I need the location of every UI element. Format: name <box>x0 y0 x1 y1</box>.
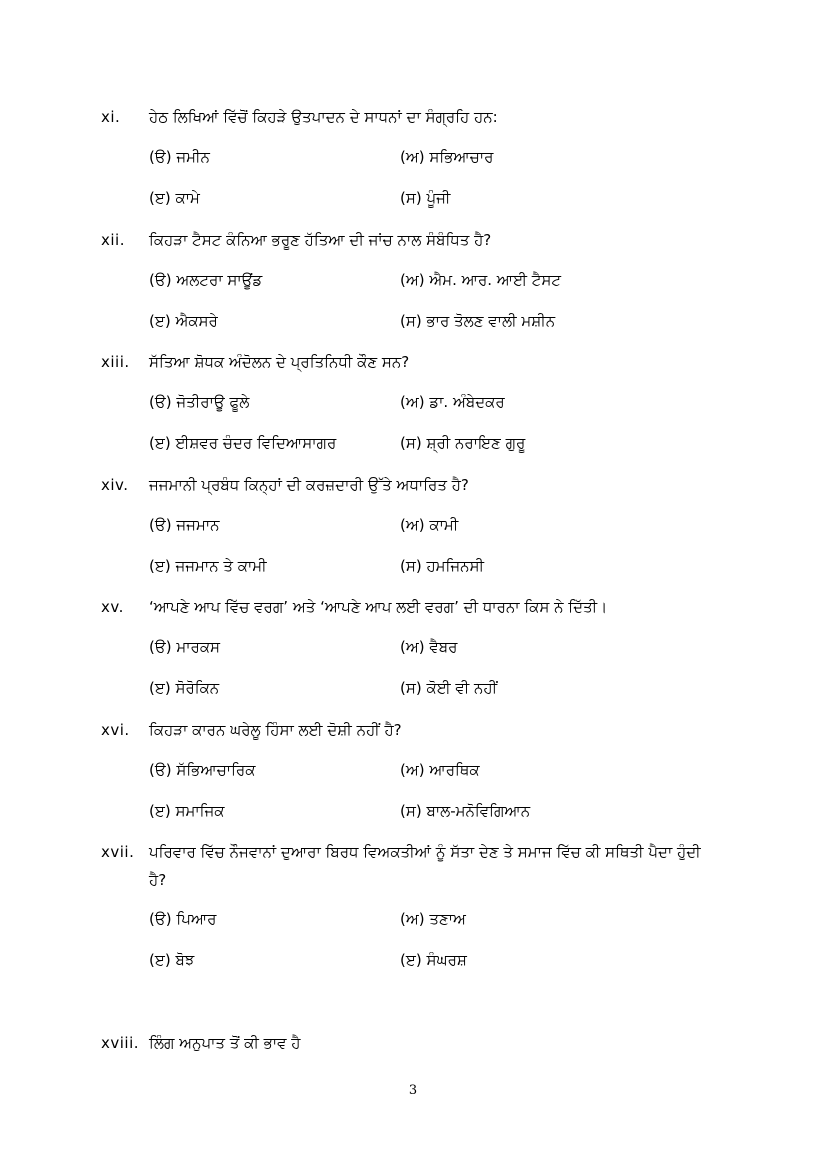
option-a: (ੳ) ਪਿਆਰ <box>149 910 217 928</box>
option-c: (ੲ) ਐਕਸਰੇ <box>149 312 218 330</box>
option-b: (ਅ) ਆਰਥਿਕ <box>400 761 480 779</box>
question-text: ਹੇਠ ਲਿਖਿਆਂ ਵਿੱਚੋਂ ਕਿਹੜੇ ਉਤਪਾਦਨ ਦੇ ਸਾਧਨਾਂ ਦਾ ਸੰਗ੍ਰਹਿ ਹਨ: <box>149 108 498 126</box>
option-a: (ੳ) ਅਲਟਰਾ ਸਾਊਂਡ <box>149 271 263 289</box>
question-text: ਜਜਮਾਨੀ ਪ੍ਰਬੰਧ ਕਿਨ੍ਹਾਂ ਦੀ ਕਰਜ਼ਦਾਰੀ ਉੱਤੇ ਅਧਾਰਿਤ ਹੈ? <box>149 476 469 494</box>
option-c: (ੲ) ਕਾਮੇ <box>149 189 200 207</box>
option-c: (ੲ) ਈਸ਼ਵਰ ਚੰਦਰ ਵਿਦਿਆਸਾਗਰ <box>149 434 337 452</box>
question-text: ਪਰਿਵਾਰ ਵਿੱਚ ਨੌਜਵਾਨਾਂ ਦੁਆਰਾ ਬਿਰਧ ਵਿਅਕਤੀਆਂ ਨੂੰ ਸੱਤਾ ਦੇਣ ਤੇ ਸਮਾਜ ਵਿੱਚ ਕੀ ਸਥਿਤੀ ਪੈਦਾ ਹੁੰਦੀ ਹੈ? <box>149 843 701 889</box>
question-text: ‘ਆਪਣੇ ਆਪ ਵਿੱਚ ਵਰਗ’ ਅਤੇ ‘ਆਪਣੇ ਆਪ ਲਈ ਵਰਗ’ ਦੀ ਧਾਰਨਾ ਕਿਸ ਨੇ ਦਿੱਤੀ। <box>149 598 608 616</box>
option-b: (ਅ) ਡਾ. ਅੰਬੇਦਕਰ <box>400 393 505 411</box>
question-number: xii. <box>101 231 125 249</box>
option-d: (ਸ) ਭਾਰ ਤੋਲਣ ਵਾਲੀ ਮਸ਼ੀਨ <box>400 312 556 330</box>
question-number: xvii. <box>101 843 135 861</box>
option-b: (ਅ) ਸਭਿਆਚਾਰ <box>400 148 494 166</box>
option-a: (ੳ) ਜਮੀਨ <box>149 148 210 166</box>
question-number: xiv. <box>101 476 129 494</box>
question-number: xviii. <box>101 1034 140 1052</box>
option-c: (ੲ) ਸੋਰੋਕਿਨ <box>149 679 220 697</box>
option-c: (ੲ) ਬੋਝ <box>149 951 195 969</box>
option-d: (ਸ) ਸ਼੍ਰੀ ਨਰਾਇਣ ਗੁਰੂ <box>400 434 526 452</box>
option-b: (ਅ) ਤਣਾਅ <box>400 910 466 928</box>
option-a: (ੳ) ਜੋਤੀਰਾਊ ਫੂਲੇ <box>149 393 250 411</box>
option-c: (ੲ) ਸਮਾਜਿਕ <box>149 802 225 820</box>
question-text: ਲਿੰਗ ਅਨੁਪਾਤ ਤੋਂ ਕੀ ਭਾਵ ਹੈ <box>149 1034 301 1052</box>
question-text: ਸੱਤਿਆ ਸ਼ੋਧਕ ਅੰਦੋਲਨ ਦੇ ਪ੍ਰਤਿਨਿਧੀ ਕੌਣ ਸਨ? <box>149 353 410 371</box>
page-number: 3 <box>408 1083 418 1098</box>
option-b: (ਅ) ਐਮ. ਆਰ. ਆਈ ਟੈਸਟ <box>400 271 562 289</box>
question-number: xi. <box>101 108 121 126</box>
option-d: (ੲ) ਸੰਘਰਸ਼ <box>400 951 467 969</box>
option-d: (ਸ) ਕੋਈ ਵੀ ਨਹੀਂ <box>400 679 498 697</box>
option-a: (ੳ) ਜਜਮਾਨ <box>149 516 220 534</box>
question-number: xv. <box>101 598 124 616</box>
question-number: xvi. <box>101 721 130 739</box>
question-text: ਕਿਹੜਾ ਕਾਰਨ ਘਰੇਲੂ ਹਿੰਸਾ ਲਈ ਦੋਸ਼ੀ ਨਹੀਂ ਹੈ? <box>149 721 402 739</box>
option-b: (ਅ) ਕਾਮੀ <box>400 516 459 534</box>
option-b: (ਅ) ਵੈਬਰ <box>400 638 458 656</box>
option-a: (ੳ) ਮਾਰਕਸ <box>149 638 221 656</box>
option-d: (ਸ) ਬਾਲ-ਮਨੋਵਿਗਿਆਨ <box>400 802 531 820</box>
option-d: (ਸ) ਹਮਜਿਨਸੀ <box>400 557 485 575</box>
option-d: (ਸ) ਪੂੰਜੀ <box>400 189 451 207</box>
option-c: (ੲ) ਜਜਮਾਨ ਤੇ ਕਾਮੀ <box>149 557 267 575</box>
question-text: ਕਿਹੜਾ ਟੈਸਟ ਕੰਨਿਆ ਭਰੂਣ ਹੱਤਿਆ ਦੀ ਜਾਂਚ ਨਾਲ ਸੰਬੰਧਿਤ ਹੈ? <box>149 231 492 249</box>
question-number: xiii. <box>101 353 130 371</box>
option-a: (ੳ) ਸੱਭਿਆਚਾਰਿਕ <box>149 761 256 779</box>
